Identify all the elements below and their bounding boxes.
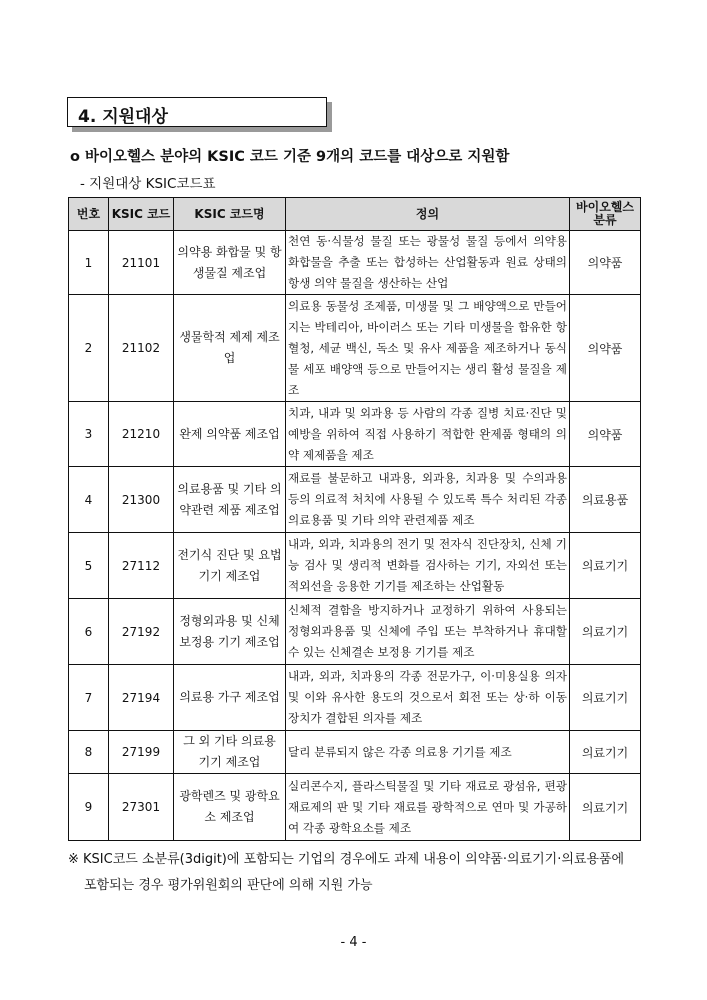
footnote-line-2: 포함되는 경우 평가위원회의 판단에 의해 지원 가능 bbox=[84, 878, 373, 893]
ksic-code-table bbox=[68, 197, 641, 841]
table-row bbox=[69, 665, 641, 731]
row-definition: 신체적 결함을 방지하거나 교정하기 위하여 사용되는 정형외과용품 및 신체에 주입 또는 부착하거나 휴대할 수 있는 신체결손 보정용 기기를 제조 bbox=[286, 599, 570, 665]
table-row bbox=[69, 295, 641, 402]
row-ksic-name: 의료용 가구 제조업 bbox=[174, 665, 286, 731]
row-ksic-name: 그 외 기타 의료용 기기 제조업 bbox=[174, 731, 286, 774]
row-definition: 천연 동·식물성 물질 또는 광물성 물질 등에서 의약용 화합물을 추출 또는 합성하는 산업활동과 원료 상태의 항생 의약 물질을 생산하는 산업 bbox=[286, 231, 570, 295]
row-number: 6 bbox=[69, 599, 109, 665]
row-definition: 치과, 내과 및 외과용 등 사람의 각종 질병 치료·진단 및 예방을 위하여 직접 사용하기 적합한 완제품 형태의 의약 제제품을 제조 bbox=[286, 402, 570, 467]
row-definition: 실리콘수지, 플라스틱물질 및 기타 재료로 광섬유, 편광재료제의 판 및 기타 재료를 광학적으로 연마 및 가공하여 각종 광학요소를 제조 bbox=[286, 774, 570, 841]
row-ksic-name: 완제 의약품 제조업 bbox=[174, 402, 286, 467]
table-row bbox=[69, 533, 641, 599]
footnote-line-1: ※ KSIC코드 소분류(3digit)에 포함되는 기업의 경우에도 과제 내용이 의약품·의료기기·의료용품에 bbox=[68, 852, 625, 867]
row-number: 7 bbox=[69, 665, 109, 731]
row-ksic-name: 전기식 진단 및 요법 기기 제조업 bbox=[174, 533, 286, 599]
row-ksic-code: 27192 bbox=[109, 599, 174, 665]
support-target-statement: o 바이오헬스 분야의 KSIC 코드 기준 9개의 코드를 대상으로 지원함 bbox=[70, 149, 510, 165]
row-definition: 내과, 외과, 치과용의 전기 및 전자식 진단장치, 신체 기능 검사 및 생리적 변화를 검사하는 기기, 자외선 또는 적외선을 응용한 기기를 제조하는 산업활동 bbox=[286, 533, 570, 599]
header-number: 번호 bbox=[69, 198, 109, 231]
section-heading-box bbox=[67, 97, 327, 127]
row-definition: 내과, 외과, 치과용의 각종 전문가구, 이·미용실용 의자 및 이와 유사한 용도의 것으로서 회전 또는 상·하 이동장치가 결합된 의자를 제조 bbox=[286, 665, 570, 731]
header-biohealth-class: 바이오헬스 분류 bbox=[570, 198, 641, 231]
row-class: 의료기기 bbox=[570, 774, 641, 841]
row-class: 의약품 bbox=[570, 402, 641, 467]
row-ksic-code: 27301 bbox=[109, 774, 174, 841]
table-row bbox=[69, 731, 641, 774]
table-row bbox=[69, 467, 641, 533]
row-ksic-name: 의약용 화합물 및 항생물질 제조업 bbox=[174, 231, 286, 295]
row-number: 4 bbox=[69, 467, 109, 533]
row-number: 5 bbox=[69, 533, 109, 599]
header-definition: 정의 bbox=[286, 198, 570, 231]
row-ksic-code: 21210 bbox=[109, 402, 174, 467]
table-caption: - 지원대상 KSIC코드표 bbox=[80, 176, 216, 192]
row-ksic-code: 21102 bbox=[109, 295, 174, 402]
row-number: 2 bbox=[69, 295, 109, 402]
row-ksic-code: 21300 bbox=[109, 467, 174, 533]
table-row bbox=[69, 402, 641, 467]
row-ksic-name: 광학렌즈 및 광학요소 제조업 bbox=[174, 774, 286, 841]
row-class: 의료기기 bbox=[570, 599, 641, 665]
row-number: 9 bbox=[69, 774, 109, 841]
row-class: 의료용품 bbox=[570, 467, 641, 533]
row-definition: 달리 분류되지 않은 각종 의료용 기기를 제조 bbox=[286, 731, 570, 774]
row-class: 의약품 bbox=[570, 231, 641, 295]
row-class: 의료기기 bbox=[570, 533, 641, 599]
header-ksic-code: KSIC 코드 bbox=[109, 198, 174, 231]
row-class: 의약품 bbox=[570, 295, 641, 402]
row-ksic-name: 생물학적 제제 제조업 bbox=[174, 295, 286, 402]
page-number: - 4 - bbox=[340, 935, 367, 950]
row-class: 의료기기 bbox=[570, 665, 641, 731]
header-ksic-name: KSIC 코드명 bbox=[174, 198, 286, 231]
row-ksic-code: 27194 bbox=[109, 665, 174, 731]
row-definition: 의료용 동물성 조제품, 미생물 및 그 배양액으로 만들어지는 박테리아, 바이러스 또는 기타 미생물을 함유한 항혈청, 세균 백신, 독소 및 유사 제품을 제조하거나 동식물 세포 배양액 등으로 만들어지는 생리 활성 물질을 제조 bbox=[286, 295, 570, 402]
row-class: 의료기기 bbox=[570, 731, 641, 774]
table-header-row bbox=[69, 198, 641, 231]
row-number: 3 bbox=[69, 402, 109, 467]
table-row bbox=[69, 599, 641, 665]
row-ksic-name: 의료용품 및 기타 의약관련 제품 제조업 bbox=[174, 467, 286, 533]
table-row bbox=[69, 774, 641, 841]
row-ksic-code: 27112 bbox=[109, 533, 174, 599]
section-title: 4. 지원대상 bbox=[78, 107, 168, 127]
table-row bbox=[69, 231, 641, 295]
row-ksic-code: 21101 bbox=[109, 231, 174, 295]
row-ksic-name: 정형외과용 및 신체보정용 기기 제조업 bbox=[174, 599, 286, 665]
row-definition: 재료를 불문하고 내과용, 외과용, 치과용 및 수의과용 등의 의료적 처치에 사용될 수 있도록 특수 처리된 각종 의료용품 및 기타 의약 관련제품 제조 bbox=[286, 467, 570, 533]
row-number: 1 bbox=[69, 231, 109, 295]
row-ksic-code: 27199 bbox=[109, 731, 174, 774]
row-number: 8 bbox=[69, 731, 109, 774]
